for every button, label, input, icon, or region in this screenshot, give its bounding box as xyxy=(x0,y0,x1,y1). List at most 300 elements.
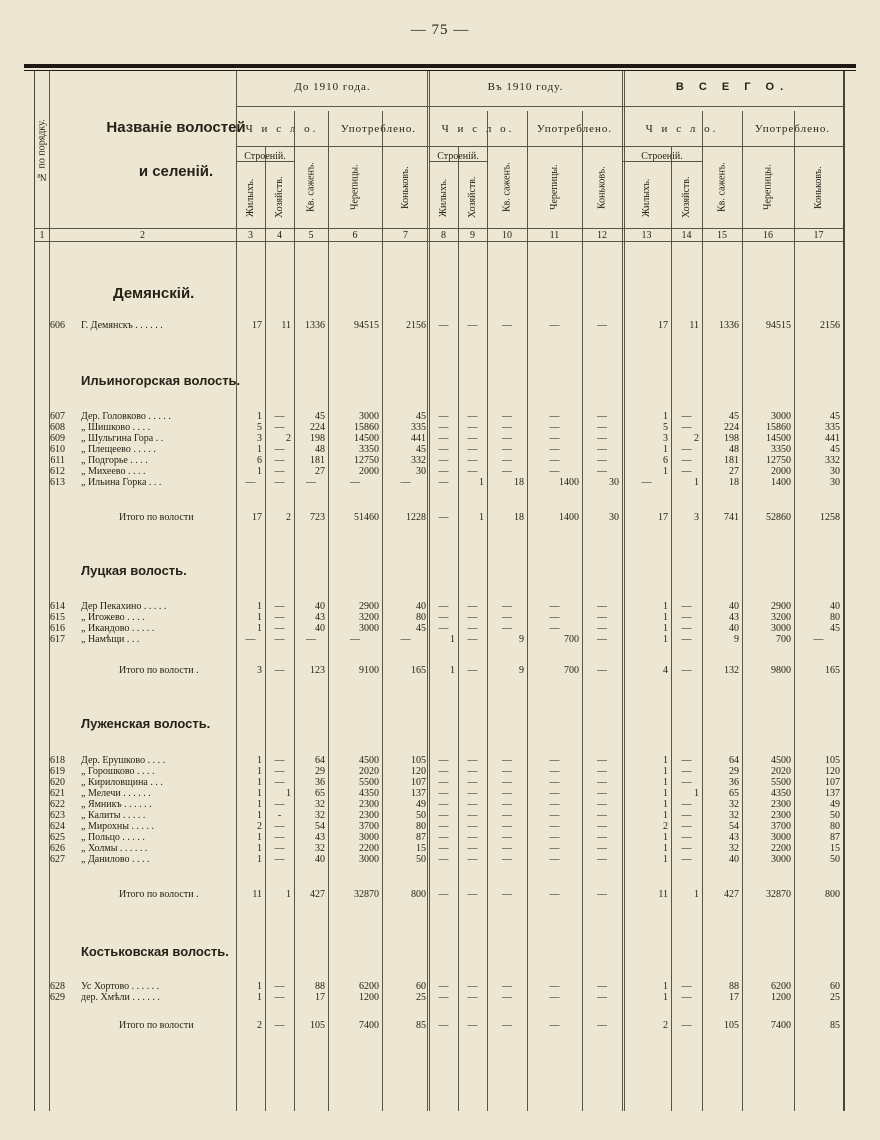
section-title: Луженская волость. xyxy=(81,716,211,731)
cell-value: 30 xyxy=(609,512,619,523)
cell-value: — xyxy=(274,832,285,843)
cell-value: — xyxy=(502,821,512,832)
page-number: — 75 — xyxy=(410,22,470,38)
cell-value: 30 xyxy=(830,477,840,488)
cell-value: — xyxy=(549,992,560,1003)
cell-value: — xyxy=(502,612,512,623)
row-number: 622 xyxy=(50,799,65,810)
cell-value: — xyxy=(549,799,560,810)
cell-value: 65 xyxy=(315,788,325,799)
table-row xyxy=(35,821,843,832)
cell-value: 32 xyxy=(315,810,325,821)
cell-value: — xyxy=(438,832,449,843)
cell-value: 2200 xyxy=(359,843,379,854)
cell-value: — xyxy=(502,466,512,477)
table-row xyxy=(35,623,843,634)
cell-value: 723 xyxy=(310,512,325,523)
cell-value: 6200 xyxy=(359,981,379,992)
table-row xyxy=(35,320,843,331)
cell-value: 3000 xyxy=(771,832,791,843)
cell-value: — xyxy=(438,854,449,865)
cell-value: 6 xyxy=(663,455,668,466)
cell-value: 54 xyxy=(315,821,325,832)
cell-value: — xyxy=(681,832,692,843)
cell-value: — xyxy=(681,601,692,612)
cell-value: 3700 xyxy=(771,821,791,832)
cell-value: 105 xyxy=(724,1020,739,1031)
column-number: 6 xyxy=(352,230,358,241)
cell-value: 1 xyxy=(663,601,668,612)
grid-hline xyxy=(236,161,294,162)
place-name: „ Шишково . . . . xyxy=(81,422,151,433)
cell-value: 49 xyxy=(416,799,426,810)
cell-value: 700 xyxy=(564,634,579,645)
cell-value: — xyxy=(438,612,449,623)
cell-value: — xyxy=(597,788,607,799)
cell-value: — xyxy=(502,777,512,788)
cell-value: — xyxy=(438,810,449,821)
cell-value: 45 xyxy=(416,623,426,634)
cell-value: 15 xyxy=(830,843,840,854)
used-label-1: Употреблено. xyxy=(340,123,417,135)
cell-value: — xyxy=(502,601,512,612)
cell-value: 1 xyxy=(663,755,668,766)
cell-value: 1 xyxy=(663,411,668,422)
cell-value: 224 xyxy=(724,422,739,433)
cell-value: — xyxy=(467,821,478,832)
row-number: 619 xyxy=(50,766,65,777)
row-number: 609 xyxy=(50,433,65,444)
cell-value: 105 xyxy=(825,755,840,766)
cell-value: — xyxy=(438,455,449,466)
cell-value: — xyxy=(549,755,560,766)
cell-value: — xyxy=(274,821,285,832)
cell-value: — xyxy=(681,665,692,676)
subheader-living: Жилыхъ. xyxy=(438,178,449,217)
cell-value: — xyxy=(438,320,449,331)
cell-value: 9 xyxy=(734,634,739,645)
row-number: 621 xyxy=(50,788,65,799)
cell-value: — xyxy=(467,981,478,992)
cell-value: 30 xyxy=(830,466,840,477)
cell-value: — xyxy=(467,766,478,777)
table-row xyxy=(35,854,843,865)
cell-value: 2 xyxy=(694,433,699,444)
cell-value: — xyxy=(681,755,692,766)
cell-value: — xyxy=(502,832,512,843)
cell-value: 165 xyxy=(825,665,840,676)
used-label-2: Употреблено. xyxy=(536,123,613,135)
grid-hline xyxy=(35,241,843,242)
place-name: „ Ямникъ . . . . . . xyxy=(81,799,152,810)
cell-value: 3000 xyxy=(771,411,791,422)
cell-value: 45 xyxy=(315,411,325,422)
cell-value: — xyxy=(549,612,560,623)
cell-value: 332 xyxy=(411,455,426,466)
column-number: 11 xyxy=(549,230,560,241)
row-number: 620 xyxy=(50,777,65,788)
cell-value: — xyxy=(597,634,607,645)
cell-value: — xyxy=(502,889,512,900)
cell-value: — xyxy=(502,992,512,1003)
cell-value: 441 xyxy=(825,433,840,444)
cell-value: — xyxy=(467,623,478,634)
cell-value: 4350 xyxy=(771,788,791,799)
cell-value: 64 xyxy=(729,755,739,766)
row-number: 614 xyxy=(50,601,65,612)
cell-value: — xyxy=(597,444,607,455)
cell-value: — xyxy=(274,665,285,676)
cell-value: — xyxy=(502,981,512,992)
cell-value: 40 xyxy=(830,601,840,612)
cell-value: — xyxy=(681,766,692,777)
cell-value: 427 xyxy=(310,889,325,900)
cell-value: 11 xyxy=(281,320,291,331)
cell-value: — xyxy=(549,411,560,422)
cell-value: 50 xyxy=(830,810,840,821)
cell-value: 7400 xyxy=(359,1020,379,1031)
column-number: 8 xyxy=(441,230,446,241)
cell-value: 2 xyxy=(257,1020,262,1031)
cell-value: 2900 xyxy=(359,601,379,612)
cell-value: 1336 xyxy=(305,320,325,331)
cell-value: 2156 xyxy=(406,320,426,331)
row-number: 626 xyxy=(50,843,65,854)
row-number: 624 xyxy=(50,821,65,832)
cell-value: 50 xyxy=(830,854,840,865)
cell-value: — xyxy=(681,799,692,810)
table-row xyxy=(35,777,843,788)
table-row xyxy=(35,433,843,444)
cell-value: — xyxy=(467,777,478,788)
cell-value: — xyxy=(597,832,607,843)
cell-value: — xyxy=(350,477,360,488)
cell-value: 32 xyxy=(315,799,325,810)
row-number: 618 xyxy=(50,755,65,766)
row-number: 612 xyxy=(50,466,65,477)
cell-value: — xyxy=(438,601,449,612)
table-row xyxy=(35,612,843,623)
cell-value: 1 xyxy=(257,992,262,1003)
cell-value: 45 xyxy=(830,623,840,634)
cell-value: 1 xyxy=(663,854,668,865)
cell-value: 18 xyxy=(514,477,524,488)
cell-value: — xyxy=(467,601,478,612)
cell-value: 45 xyxy=(416,411,426,422)
cell-value: — xyxy=(681,455,692,466)
cell-value: 65 xyxy=(729,788,739,799)
cell-value: 32 xyxy=(729,810,739,821)
cell-value: — xyxy=(681,444,692,455)
column-number: 12 xyxy=(597,230,607,241)
cell-value: — xyxy=(681,422,692,433)
grid-vline xyxy=(622,71,623,1111)
cell-value: 4 xyxy=(663,665,668,676)
cell-value: — xyxy=(502,810,512,821)
cell-value: — xyxy=(274,799,285,810)
cell-value: 85 xyxy=(830,1020,840,1031)
cell-value: 94515 xyxy=(354,320,379,331)
cell-value: 17 xyxy=(315,992,325,1003)
cell-value: 5500 xyxy=(359,777,379,788)
cell-value: 137 xyxy=(411,788,426,799)
cell-value: 1 xyxy=(257,777,262,788)
cell-value: 54 xyxy=(729,821,739,832)
column-number: 2 xyxy=(140,230,145,241)
cell-value: 3 xyxy=(663,433,668,444)
cell-value: — xyxy=(438,466,449,477)
cell-value: 29 xyxy=(729,766,739,777)
cell-value: 6200 xyxy=(771,981,791,992)
total-label: Итого по волости xyxy=(119,1020,194,1031)
cell-value: — xyxy=(549,854,560,865)
cell-value: 741 xyxy=(724,512,739,523)
cell-value: — xyxy=(274,1020,285,1031)
cell-value: 32 xyxy=(729,843,739,854)
cell-value: — xyxy=(681,623,692,634)
cell-value: — xyxy=(400,634,411,645)
cell-value: 40 xyxy=(315,601,325,612)
cell-value: 1200 xyxy=(771,992,791,1003)
cell-value: — xyxy=(597,854,607,865)
cell-value: — xyxy=(438,755,449,766)
cell-value: 335 xyxy=(825,422,840,433)
cell-value: 18 xyxy=(514,512,524,523)
cell-value: 6 xyxy=(257,455,262,466)
cell-value: 2900 xyxy=(771,601,791,612)
cell-value: 30 xyxy=(609,477,619,488)
cell-value: — xyxy=(549,766,560,777)
cell-value: — xyxy=(438,433,449,444)
grid-vline xyxy=(624,71,625,1111)
cell-value: 107 xyxy=(411,777,426,788)
cell-value: 1 xyxy=(257,466,262,477)
cell-value: 4350 xyxy=(359,788,379,799)
cell-value: 48 xyxy=(315,444,325,455)
cell-value: 700 xyxy=(776,634,791,645)
row-number: 623 xyxy=(50,810,65,821)
cell-value: 17 xyxy=(252,320,262,331)
cell-value: 1400 xyxy=(559,477,579,488)
cell-value: 11 xyxy=(658,889,668,900)
cell-value: 43 xyxy=(315,612,325,623)
cell-value: — xyxy=(502,433,512,444)
cell-value: 45 xyxy=(830,411,840,422)
cell-value: 3000 xyxy=(359,623,379,634)
cell-value: — xyxy=(467,788,478,799)
cell-value: 15 xyxy=(416,843,426,854)
statistics-table xyxy=(34,71,845,1111)
cell-value: — xyxy=(597,411,607,422)
cell-value: — xyxy=(438,981,449,992)
column-number: 10 xyxy=(502,230,512,241)
cell-value: 40 xyxy=(315,623,325,634)
cell-value: 80 xyxy=(416,612,426,623)
cell-value: — xyxy=(467,444,478,455)
cell-value: 1 xyxy=(257,799,262,810)
cell-value: 1 xyxy=(257,788,262,799)
row-number: 610 xyxy=(50,444,65,455)
row-number: 628 xyxy=(50,981,65,992)
cell-value: 25 xyxy=(416,992,426,1003)
count-label-3: Ч и с л о. xyxy=(645,123,719,135)
cell-value: 1 xyxy=(257,612,262,623)
cell-value: — xyxy=(502,766,512,777)
cell-value: 49 xyxy=(830,799,840,810)
cell-value: 1 xyxy=(663,810,668,821)
cell-value: — xyxy=(274,777,285,788)
cell-value: — xyxy=(502,320,512,331)
cell-value: 1 xyxy=(663,444,668,455)
place-name: „ Шульгина Гора . . xyxy=(81,433,164,444)
table-row xyxy=(35,799,843,810)
cell-value: 15860 xyxy=(766,422,791,433)
cell-value: 9 xyxy=(519,665,524,676)
cell-value: 17 xyxy=(729,992,739,1003)
cell-value: 9100 xyxy=(359,665,379,676)
table-row xyxy=(35,992,843,1003)
cell-value: — xyxy=(306,477,316,488)
cell-value: 1 xyxy=(663,466,668,477)
cell-value: 1 xyxy=(257,854,262,865)
cell-value: — xyxy=(597,981,607,992)
cell-value: — xyxy=(502,422,512,433)
title-line-2: и селеній. xyxy=(138,163,214,180)
cell-value: 3350 xyxy=(771,444,791,455)
cell-value: 29 xyxy=(315,766,325,777)
cell-value: 137 xyxy=(825,788,840,799)
cell-value: — xyxy=(438,992,449,1003)
place-name: дер. Хмѣли . . . . . . xyxy=(81,992,160,1003)
cell-value: 50 xyxy=(416,854,426,865)
cell-value: 50 xyxy=(416,810,426,821)
cell-value: — xyxy=(681,843,692,854)
subheader-ridges: Коньковъ. xyxy=(813,166,824,209)
row-number: 616 xyxy=(50,623,65,634)
cell-value: — xyxy=(467,992,478,1003)
cell-value: — xyxy=(274,755,285,766)
cell-value: 1 xyxy=(663,777,668,788)
cell-value: — xyxy=(597,766,607,777)
cell-value: 1 xyxy=(257,601,262,612)
cell-value: — xyxy=(467,755,478,766)
cell-value: 1400 xyxy=(771,477,791,488)
cell-value: 27 xyxy=(729,466,739,477)
cell-value: 17 xyxy=(658,320,668,331)
cell-value: — xyxy=(597,799,607,810)
grid-hline xyxy=(236,146,843,147)
table-row xyxy=(35,810,843,821)
cell-value: 2020 xyxy=(771,766,791,777)
cell-value: 32870 xyxy=(354,889,379,900)
cell-value: — xyxy=(467,799,478,810)
cell-value: — xyxy=(597,601,607,612)
row-number: 617 xyxy=(50,634,65,645)
cell-value: — xyxy=(681,466,692,477)
cell-value: 45 xyxy=(830,444,840,455)
cell-value: — xyxy=(467,320,478,331)
cell-value: 1400 xyxy=(559,512,579,523)
cell-value: — xyxy=(549,444,560,455)
cell-value: — xyxy=(306,634,316,645)
place-name: „ Игожево . . . . xyxy=(81,612,145,623)
grid-vline xyxy=(427,71,428,1111)
cell-value: 2156 xyxy=(820,320,840,331)
cell-value: — xyxy=(274,981,285,992)
group-total: В С Е Г О. xyxy=(675,81,790,93)
cell-value: — xyxy=(681,411,692,422)
cell-value: 332 xyxy=(825,455,840,466)
subheader-farm: Хозяйств. xyxy=(274,176,285,219)
cell-value: 60 xyxy=(416,981,426,992)
cell-value: 1 xyxy=(257,832,262,843)
cell-value: 85 xyxy=(416,1020,426,1031)
grid-hline xyxy=(622,161,702,162)
cell-value: — xyxy=(274,444,285,455)
cell-value: — xyxy=(274,992,285,1003)
cell-value: — xyxy=(681,821,692,832)
cell-value: 1 xyxy=(694,788,699,799)
cell-value: 88 xyxy=(315,981,325,992)
column-number: 14 xyxy=(681,230,692,241)
cell-value: — xyxy=(681,992,692,1003)
cell-value: — xyxy=(681,981,692,992)
cell-value: — xyxy=(549,623,560,634)
place-name: „ Польцо . . . . . xyxy=(81,832,145,843)
cell-value: — xyxy=(681,777,692,788)
place-name: Дер Пекахино . . . . . xyxy=(81,601,167,612)
cell-value: 48 xyxy=(729,444,739,455)
cell-value: — xyxy=(438,1020,449,1031)
cell-value: 2300 xyxy=(359,810,379,821)
row-number: 627 xyxy=(50,854,65,865)
subheader-sq_sazhen: Кв. саженъ. xyxy=(501,162,513,213)
total-label: Итого по волости . xyxy=(119,665,199,676)
grid-vline xyxy=(429,71,430,1111)
cell-value: 3000 xyxy=(359,832,379,843)
cell-value: 1 xyxy=(663,634,668,645)
cell-value: 1 xyxy=(257,411,262,422)
cell-value: — xyxy=(274,843,285,854)
cell-value: 1 xyxy=(450,665,455,676)
cell-value: 7400 xyxy=(771,1020,791,1031)
row-number: 615 xyxy=(50,612,65,623)
cell-value: 3000 xyxy=(771,854,791,865)
place-name: „ Холмы . . . . . . xyxy=(81,843,148,854)
cell-value: — xyxy=(597,821,607,832)
column-number: 17 xyxy=(813,230,824,241)
cell-value: 45 xyxy=(729,411,739,422)
cell-value: — xyxy=(274,466,285,477)
table-row xyxy=(35,981,843,992)
cell-value: — xyxy=(681,634,692,645)
cell-value: 1 xyxy=(257,755,262,766)
cell-value: 198 xyxy=(310,433,325,444)
cell-value: — xyxy=(549,601,560,612)
cell-value: — xyxy=(467,411,478,422)
cell-value: 32870 xyxy=(766,889,791,900)
buildings-label-2: Строеній. xyxy=(437,151,479,162)
cell-value: 18 xyxy=(729,477,739,488)
cell-value: — xyxy=(549,422,560,433)
used-label-3: Употреблено. xyxy=(754,123,831,135)
cell-value: 88 xyxy=(729,981,739,992)
subheader-living: Жилыхъ. xyxy=(641,178,652,217)
cell-value: 1 xyxy=(663,843,668,854)
cell-value: — xyxy=(467,889,478,900)
cell-value: — xyxy=(438,777,449,788)
cell-value: 80 xyxy=(830,821,840,832)
